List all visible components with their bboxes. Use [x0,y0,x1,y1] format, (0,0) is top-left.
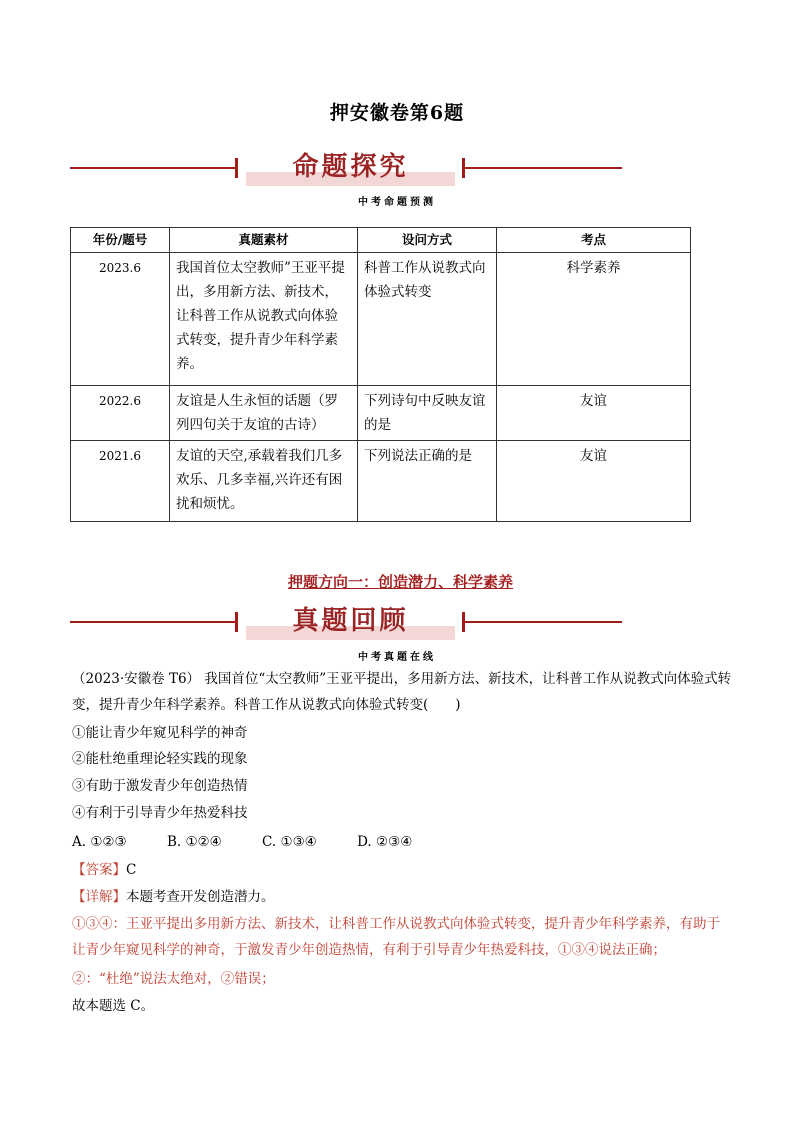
cell-point: 友谊 [497,386,691,441]
cell-point: 友谊 [497,441,691,522]
header-question: 设问方式 [358,228,497,253]
answer-options [72,829,732,855]
answer-value: C [126,862,137,878]
banner-line-right [462,621,622,623]
conclusion: 故本题选 C。 [72,998,155,1014]
cell-year: 2023.6 [71,253,170,386]
banner-subtitle: 中考真题在线 [358,652,436,663]
option-d: D. ②③④ [357,834,413,850]
cell-point: 科学素养 [497,253,691,386]
table-row [71,253,691,386]
cell-question: 下列诗句中反映友谊的是 [358,386,497,441]
cell-year: 2022.6 [71,386,170,441]
table-row [71,386,691,441]
question-item: ②能杜绝重理论轻实践的现象 [72,751,248,767]
cell-question: 科普工作从说教式向体验式转变 [358,253,497,386]
option-a: A. ①②③ [72,834,127,850]
banner-line-right [462,167,622,169]
banner-title: 命题探究 [292,152,409,182]
header-material: 真题素材 [170,228,358,253]
header-point: 考点 [497,228,691,253]
detail-text: 本题考查开发创造潜力。 [126,889,275,905]
option-c: C. ①③④ [262,834,317,850]
cell-year: 2021.6 [71,441,170,522]
detail-line [72,884,732,910]
table-row [71,441,691,522]
option-b: B. ①②④ [166,834,222,850]
explanation-incorrect: ②：“杜绝”说法太绝对，②错误； [72,971,275,987]
section-banner-review [70,604,630,650]
prediction-direction: 押题方向一：创造潜力、科学素养 [288,573,514,591]
banner-tick-left [235,158,238,178]
banner-tick-left [235,612,238,632]
detail-label: 【详解】 [72,889,126,905]
explanation-correct: ①③④：王亚平提出多用新方法、新技术，让科普工作从说教式向体验式转变，提升青少年科学素养，有助于让青少年窥见科学的神奇，于激发青少年创造热情，有利于引导青少年热爱科技，①③④说法正确； [72,916,720,958]
banner-line-left [70,621,236,623]
banner-subtitle: 中考命题预测 [358,197,436,208]
question-item: ④有利于引导青少年热爱科技 [72,805,248,821]
header-year: 年份/题号 [71,228,170,253]
question-stem: （2023·安徽卷 T6） 我国首位“太空教师”王亚平提出，多用新方法、新技术，让科普工作从说教式向体验式转变，提升青少年科学素养。科普工作从说教式向体验式转变( ) [72,671,732,713]
cell-material: 友谊的天空,承载着我们几多欢乐、几多幸福,兴许还有困扰和烦忧。 [170,441,358,522]
table-header-row [71,228,691,253]
answer-label: 【答案】 [72,862,126,878]
page-title: 押安徽卷第6题 [329,102,465,124]
cell-question: 下列说法正确的是 [358,441,497,522]
question-item: ①能让青少年窥见科学的神奇 [72,725,248,741]
exam-analysis-table [70,227,691,522]
banner-line-left [70,167,236,169]
banner-title: 真题回顾 [292,606,409,636]
section-banner-exploration [70,150,630,196]
cell-material: 友谊是人生永恒的话题（罗列四句关于友谊的古诗） [170,386,358,441]
cell-material: 我国首位太空教师”王亚平提出，多用新方法、新技术，让科普工作从说教式向体验式转变，提升青少年科学素养。 [170,253,358,386]
answer-line [72,857,732,883]
question-item: ③有助于激发青少年创造热情 [72,778,248,794]
